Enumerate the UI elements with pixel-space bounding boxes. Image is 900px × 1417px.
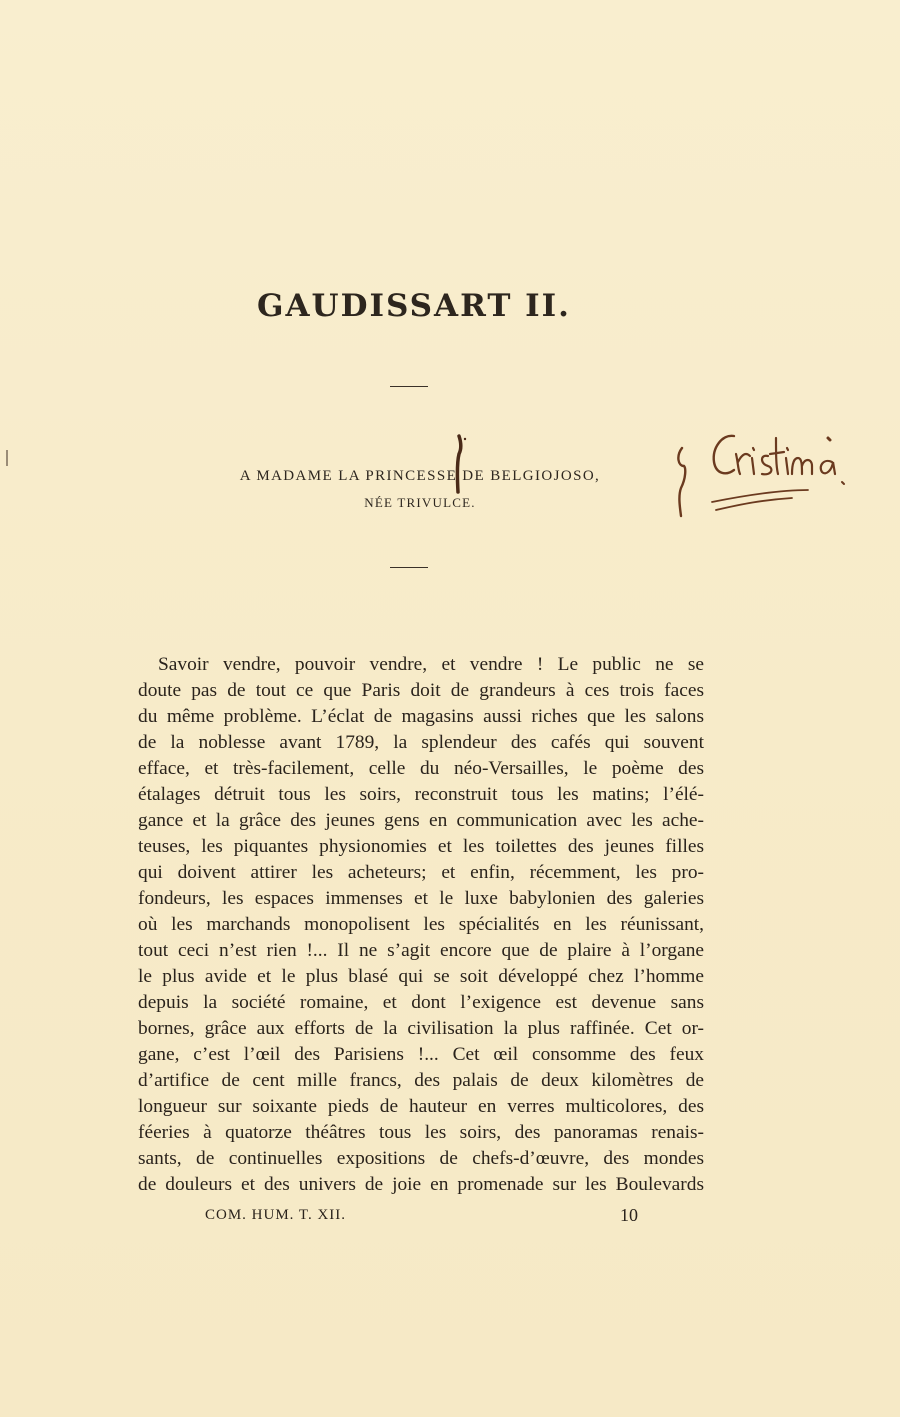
text-line: fondeurs, les espaces immenses et le luxe babylonien des galeries bbox=[138, 888, 704, 909]
margin-mark bbox=[6, 450, 8, 466]
text-line: le plus avide et le plus blasé qui se soit développé chez l’homme bbox=[138, 966, 704, 987]
text-line: doute pas de tout ce que Paris doit de grandeurs à ces trois faces bbox=[138, 680, 704, 701]
dedication-line-1: A MADAME LA PRINCESSE DE BELGIOJOSO, bbox=[239, 468, 601, 484]
text-line: longueur sur soixante pieds de hauteur en verres multicolores, des bbox=[138, 1096, 704, 1117]
text-line: d’artifice de cent mille francs, des palais de deux kilomètres de bbox=[138, 1070, 704, 1091]
signature-mark: COM. HUM. T. XII. bbox=[205, 1207, 347, 1223]
text-line: de la noblesse avant 1789, la splendeur des cafés qui souvent bbox=[138, 732, 704, 753]
title-rule bbox=[390, 386, 428, 387]
ink-bracket-mark bbox=[449, 434, 469, 494]
text-line: qui doivent attirer les acheteurs; et enfin, récemment, les pro- bbox=[138, 862, 704, 883]
text-line: teuses, les piquantes physionomies et les toilettes des jeunes filles bbox=[138, 836, 704, 857]
text-line: du même problème. L’éclat de magasins aussi riches que les salons bbox=[138, 706, 704, 727]
signature-number: 10 bbox=[620, 1205, 638, 1225]
text-line: sants, de continuelles expositions de chefs-d’œuvre, des mondes bbox=[138, 1148, 704, 1169]
text-line: féeries à quatorze théâtres tous les soirs, des panoramas renais- bbox=[138, 1122, 704, 1143]
text-line: de douleurs et des univers de joie en promenade sur les Boulevards bbox=[138, 1174, 704, 1195]
text-line: où les marchands monopolisent les spécialités en les réunissant, bbox=[138, 914, 704, 935]
text-line: étalages détruit tous les soirs, reconstruit tous les matins; l’élé- bbox=[138, 784, 704, 805]
text-line: gane, c’est l’œil des Parisiens !... Cet œil consomme des feux bbox=[138, 1044, 704, 1065]
text-line: bornes, grâce aux efforts de la civilisation la plus raffinée. Cet or- bbox=[138, 1018, 704, 1039]
cristina-signature bbox=[672, 428, 852, 528]
body-paragraph bbox=[138, 652, 704, 1198]
dedication-line-2: NÉE TRIVULCE. bbox=[364, 495, 476, 510]
text-line: efface, et très-facilement, celle du néo-Versailles, le poème des bbox=[138, 758, 704, 779]
dedication-rule bbox=[390, 567, 428, 568]
text-line: Savoir vendre, pouvoir vendre, et vendre ! Le public ne se bbox=[158, 654, 704, 675]
text-line: depuis la société romaine, et dont l’exigence est devenue sans bbox=[138, 992, 704, 1013]
chapter-title: GAUDISSART II. bbox=[257, 288, 571, 324]
text-line: gance et la grâce des jeunes gens en communication avec les ache- bbox=[138, 810, 704, 831]
text-line: tout ceci n’est rien !... Il ne s’agit encore que de plaire à l’organe bbox=[138, 940, 704, 961]
